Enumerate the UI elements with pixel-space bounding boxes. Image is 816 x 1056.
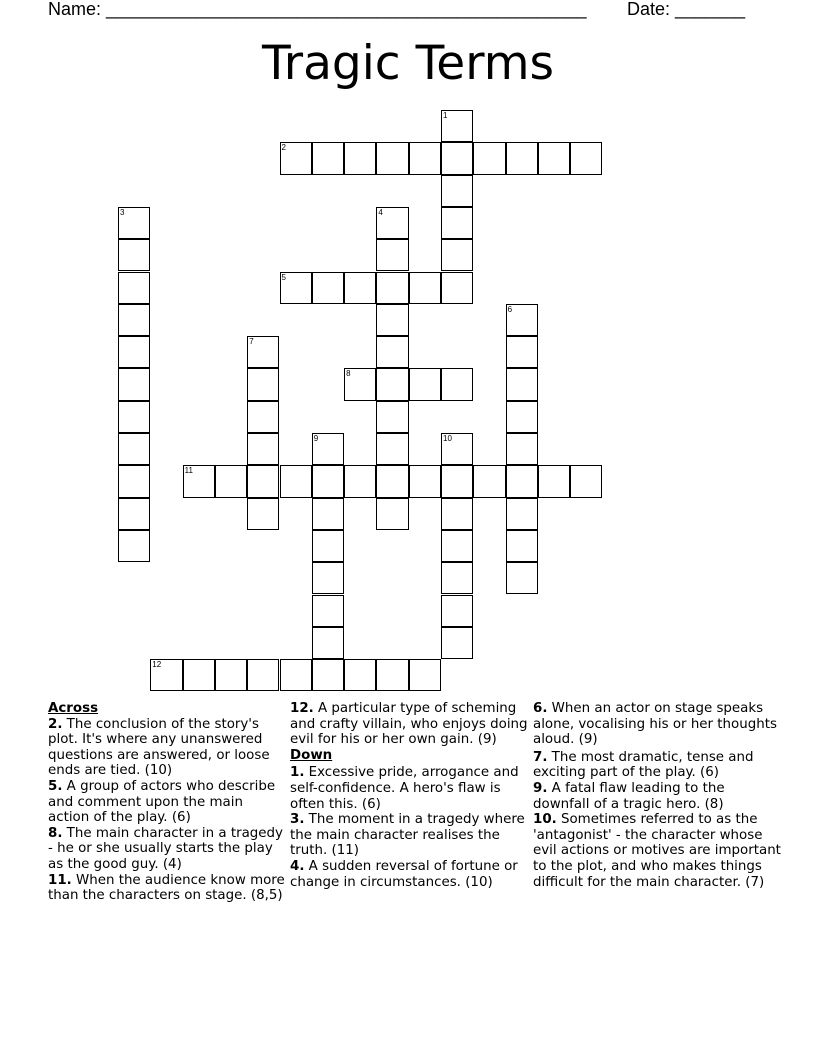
down-heading: Down (290, 747, 333, 763)
across-heading: Across (48, 701, 99, 716)
crossword-cell[interactable] (506, 562, 538, 594)
crossword-cell[interactable] (312, 142, 344, 174)
clue-across-11: 11. When the audience know more than the characters on stage. (8,5) (48, 872, 285, 904)
crossword-cell[interactable] (312, 465, 344, 497)
crossword-cell[interactable] (441, 272, 473, 304)
crossword-cell[interactable] (376, 272, 408, 304)
name-field[interactable]: Name: ________________________________________________ (48, 0, 587, 19)
crossword-cell[interactable] (118, 207, 150, 239)
crossword-cell[interactable] (280, 659, 312, 691)
crossword-cell[interactable] (312, 562, 344, 594)
crossword-cell[interactable] (312, 659, 344, 691)
clue-across-12: 12. A particular type of scheming and crafty villain, who enjoys doing evil for his or her own gain. (9) (290, 701, 528, 748)
crossword-cell[interactable] (247, 433, 279, 465)
crossword-cell[interactable] (118, 498, 150, 530)
clue-number: 8 (346, 369, 351, 379)
crossword-cell[interactable] (441, 368, 473, 400)
clues-column-3 (533, 701, 783, 890)
crossword-cell[interactable] (441, 498, 473, 530)
clue-down-3: 3. The moment in a tragedy where the main character realises the truth. (11) (290, 812, 525, 859)
crossword-cell[interactable] (312, 433, 344, 465)
crossword-cell[interactable] (247, 465, 279, 497)
crossword-cell[interactable] (183, 465, 215, 497)
crossword-cell[interactable] (376, 433, 408, 465)
crossword-cell[interactable] (409, 659, 441, 691)
clue-number: 4 (378, 207, 383, 217)
crossword-cell[interactable] (441, 142, 473, 174)
crossword-cell[interactable] (506, 142, 538, 174)
crossword-cell[interactable] (506, 433, 538, 465)
crossword-cell[interactable] (441, 433, 473, 465)
crossword-cell[interactable] (376, 142, 408, 174)
crossword-cell[interactable] (118, 530, 150, 562)
crossword-cell[interactable] (376, 368, 408, 400)
clues-column-2 (290, 701, 530, 890)
crossword-cell[interactable] (247, 336, 279, 368)
crossword-cell[interactable] (441, 627, 473, 659)
crossword-cell[interactable] (376, 304, 408, 336)
crossword-cell[interactable] (344, 368, 376, 400)
crossword-cell[interactable] (506, 368, 538, 400)
crossword-cell[interactable] (441, 465, 473, 497)
crossword-cell[interactable] (506, 304, 538, 336)
page-title: Tragic Terms (261, 36, 554, 91)
clue-number: 3 (120, 207, 125, 217)
crossword-cell[interactable] (247, 368, 279, 400)
date-field[interactable]: Date: _______ (627, 0, 746, 19)
crossword-cell[interactable] (118, 401, 150, 433)
crossword-cell[interactable] (376, 207, 408, 239)
clue-number: 2 (281, 143, 286, 153)
clue-number: 12 (152, 660, 162, 670)
crossword-cell[interactable] (441, 207, 473, 239)
crossword-cell[interactable] (183, 659, 215, 691)
clue-across-8: 8. The main character in a tragedy - he or she usually starts the play as the good guy. (4) (48, 825, 283, 872)
crossword-cell[interactable] (118, 304, 150, 336)
crossword-cell[interactable] (409, 368, 441, 400)
crossword-cell[interactable] (280, 465, 312, 497)
crossword-cell[interactable] (441, 175, 473, 207)
crossword-cell[interactable] (280, 142, 312, 174)
crossword-cell[interactable] (215, 659, 247, 691)
crossword-cell[interactable] (118, 368, 150, 400)
clue-across-2: 2. The conclusion of the story's plot. It's where any unanswered questions are answered, or loose ends are tied. (10) (48, 716, 270, 779)
clue-down-10: 10. Sometimes referred to as the 'antagonist' - the character whose evil actions or motives are important to the plot, and who makes things difficult for the main character. (7) (533, 812, 781, 890)
crossword-cell[interactable] (118, 272, 150, 304)
crossword-cell[interactable] (376, 465, 408, 497)
clue-number: 11 (184, 466, 193, 476)
crossword-cell[interactable] (538, 142, 570, 174)
crossword-cell[interactable] (506, 336, 538, 368)
crossword-cell[interactable] (312, 498, 344, 530)
crossword-cell[interactable] (473, 142, 505, 174)
crossword-cell[interactable] (409, 465, 441, 497)
crossword-cell[interactable] (376, 401, 408, 433)
crossword-cell[interactable] (441, 530, 473, 562)
crossword-cell[interactable] (570, 465, 602, 497)
crossword-cell[interactable] (376, 659, 408, 691)
clue-down-6: 6. When an actor on stage speaks alone, vocalising his or her thoughts aloud. (9) (533, 701, 777, 748)
crossword-cell[interactable] (247, 659, 279, 691)
clues-column-1 (48, 701, 288, 904)
crossword-cell[interactable] (118, 336, 150, 368)
crossword-cell[interactable] (118, 239, 150, 271)
crossword-cell[interactable] (344, 465, 376, 497)
crossword-cell[interactable] (376, 239, 408, 271)
crossword-cell[interactable] (538, 465, 570, 497)
crossword-cell[interactable] (409, 272, 441, 304)
clue-down-1: 1. Excessive pride, arrogance and self-confidence. A hero's flaw is often this. (6) (290, 765, 519, 812)
crossword-cell[interactable] (506, 498, 538, 530)
crossword-cell[interactable] (247, 401, 279, 433)
crossword-cell[interactable] (118, 433, 150, 465)
crossword-cell[interactable] (344, 272, 376, 304)
crossword-cell[interactable] (312, 627, 344, 659)
crossword-cell[interactable] (344, 659, 376, 691)
crossword-cell[interactable] (376, 336, 408, 368)
crossword-cell[interactable] (506, 465, 538, 497)
crossword-cell[interactable] (150, 659, 182, 691)
clue-number: 5 (281, 272, 286, 282)
crossword-cell[interactable] (344, 142, 376, 174)
crossword-cell[interactable] (280, 272, 312, 304)
crossword-cell[interactable] (506, 401, 538, 433)
crossword-cell[interactable] (441, 110, 473, 142)
crossword-cell[interactable] (312, 272, 344, 304)
clue-down-9: 9. A fatal flaw leading to the downfall of a tragic hero. (8) (533, 780, 725, 812)
crossword-cell[interactable] (473, 465, 505, 497)
clue-number: 7 (249, 337, 254, 347)
crossword-cell[interactable] (441, 239, 473, 271)
clue-number: 9 (313, 434, 319, 443)
clue-number: 6 (507, 304, 513, 314)
crossword-cell[interactable] (312, 530, 344, 562)
crossword-cell[interactable] (409, 142, 441, 174)
crossword-cell[interactable] (215, 465, 247, 497)
crossword-cell[interactable] (441, 595, 473, 627)
crossword-cell[interactable] (506, 530, 538, 562)
crossword-cell[interactable] (312, 595, 344, 627)
crossword-cell[interactable] (118, 465, 150, 497)
clue-across-5: 5. A group of actors who describe and comment upon the main action of the play. (6) (48, 778, 276, 826)
crossword-cell[interactable] (441, 562, 473, 594)
clue-number: 10 (443, 434, 452, 443)
clue-down-7: 7. The most dramatic, tense and exciting part of the play. (6) (533, 749, 754, 781)
crossword-cell[interactable] (247, 498, 279, 530)
clue-number: 1 (443, 111, 448, 120)
crossword-cell[interactable] (570, 142, 602, 174)
clue-down-4: 4. A sudden reversal of fortune or change in circumstances. (10) (290, 858, 518, 890)
crossword-cell[interactable] (376, 498, 408, 530)
